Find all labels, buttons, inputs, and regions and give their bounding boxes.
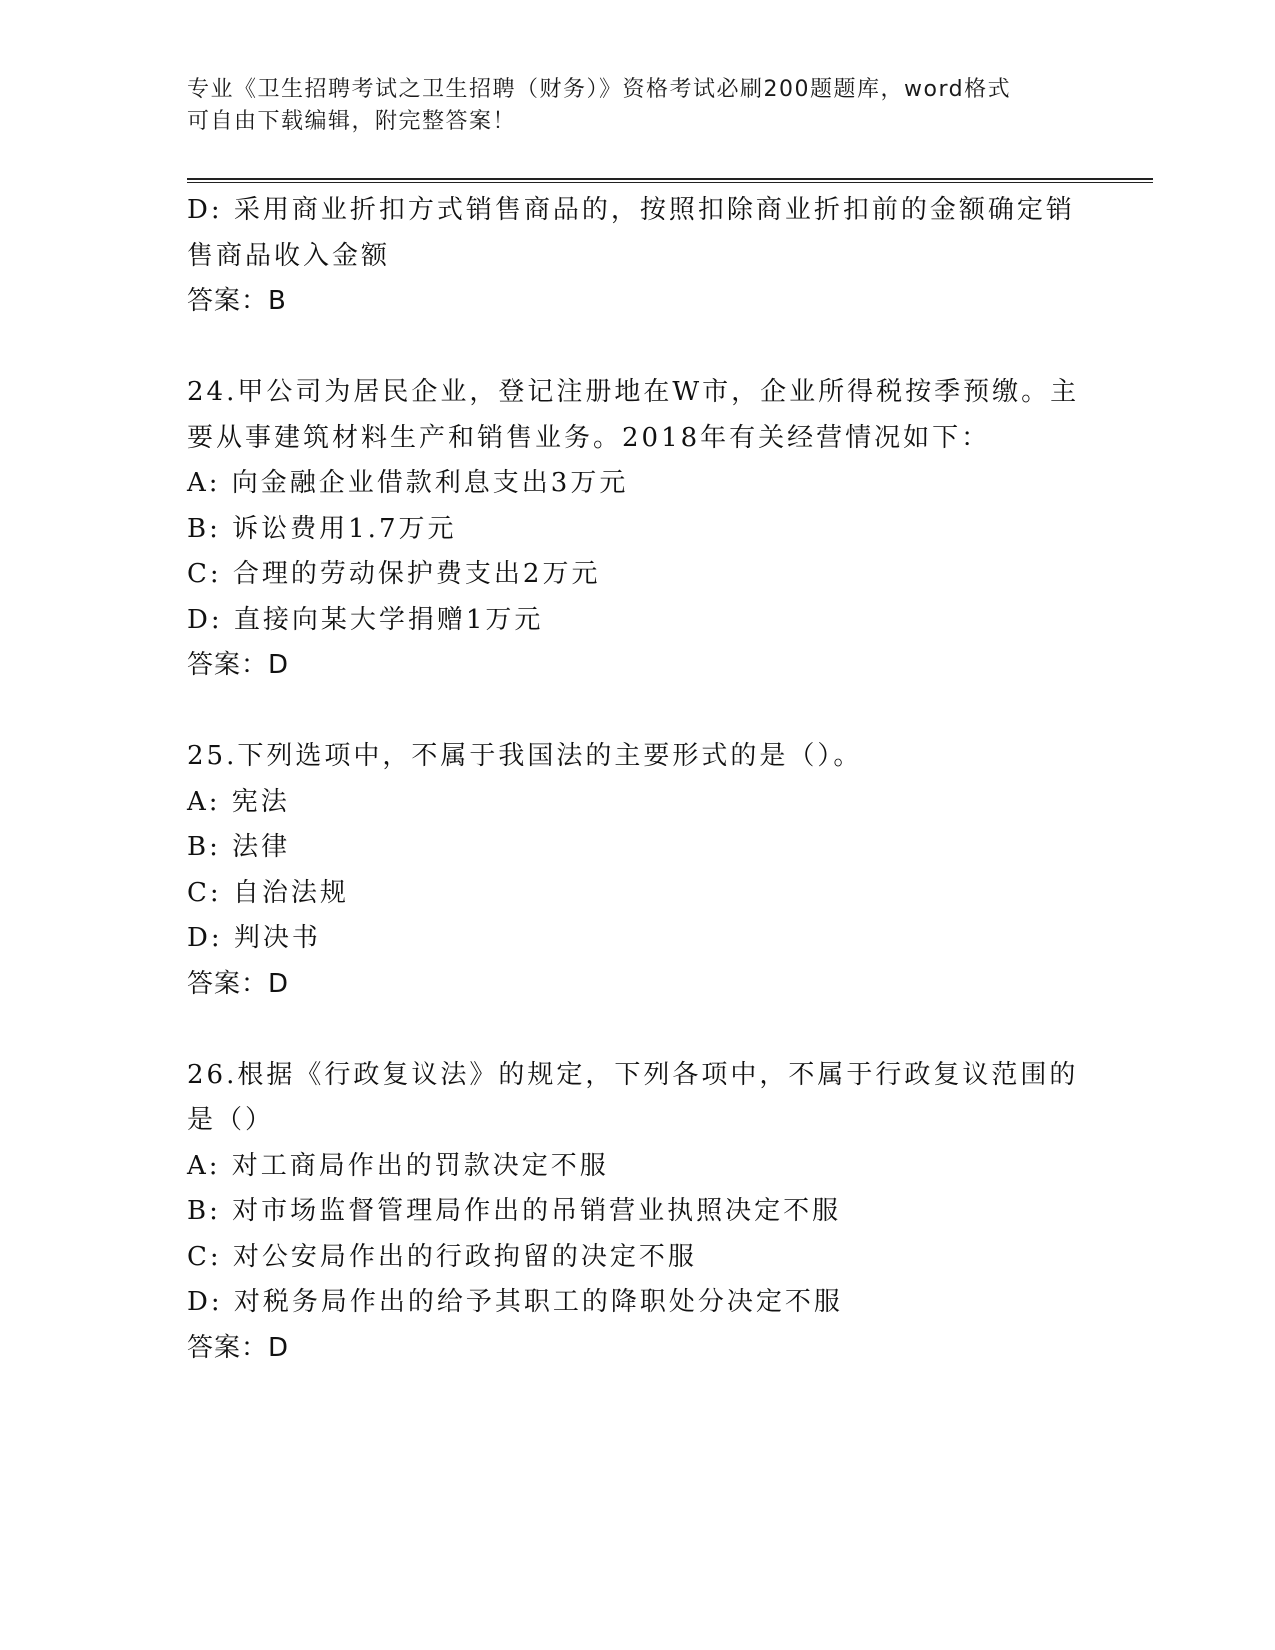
answer-line: 答案：D	[187, 1332, 290, 1363]
answer-line: 答案：D	[187, 650, 290, 680]
option-d-continued: 售商品收入金额	[187, 240, 391, 271]
option-c: C: 对公安局作出的行政拘留的决定不服	[187, 1241, 697, 1272]
question-26	[187, 1053, 1087, 1372]
question-stem: 26.根据《行政复议法》的规定，下列各项中，不属于行政复议范围的	[187, 1059, 1079, 1090]
question-stem-continued: 要从事建筑材料生产和销售业务。2018年有关经营情况如下：	[187, 422, 991, 453]
header-divider	[187, 178, 1153, 183]
document-body	[187, 188, 1087, 1371]
option-d: D: 判决书	[187, 923, 321, 953]
option-c: C: 合理的劳动保护费支出2万元	[187, 559, 601, 589]
question-stem-continued: 是（）	[187, 1105, 275, 1135]
question-24	[187, 370, 1087, 689]
answer-line: 答案：D	[187, 968, 290, 999]
previous-question-tail	[187, 188, 1087, 325]
option-a: A: 对工商局作出的罚款决定不服	[187, 1150, 609, 1181]
question-stem: 25.下列选项中，不属于我国法的主要形式的是（）。	[187, 741, 863, 771]
spacer	[187, 689, 1087, 735]
header-line-1: 专业《卫生招聘考试之卫生招聘（财务）》资格考试必刷200题题库，word格式	[187, 77, 1012, 102]
answer-line: 答案：B	[187, 286, 287, 316]
page-header	[187, 74, 1087, 138]
question-stem: 24.甲公司为居民企业，登记注册地在W市，企业所得税按季预缴。主	[187, 377, 1080, 407]
option-a: A: 宪法	[187, 786, 290, 817]
option-c: C: 自治法规	[187, 877, 349, 908]
option-b: B: 对市场监督管理局作出的吊销营业执照决定不服	[187, 1196, 842, 1226]
option-b: B: 法律	[187, 832, 291, 862]
option-d: D: 对税务局作出的给予其职工的降职处分决定不服	[187, 1287, 843, 1317]
option-a: A: 向金融企业借款利息支出3万元	[187, 468, 629, 498]
spacer	[187, 1007, 1087, 1053]
option-d: D: 直接向某大学捐赠1万元	[187, 604, 544, 635]
question-25	[187, 734, 1087, 1007]
spacer	[187, 325, 1087, 371]
option-d: D: 采用商业折扣方式销售商品的，按照扣除商业折扣前的金额确定销	[187, 195, 1075, 225]
header-line-2: 可自由下载编辑，附完整答案！	[187, 109, 517, 134]
option-b: B: 诉讼费用1.7万元	[187, 513, 457, 544]
